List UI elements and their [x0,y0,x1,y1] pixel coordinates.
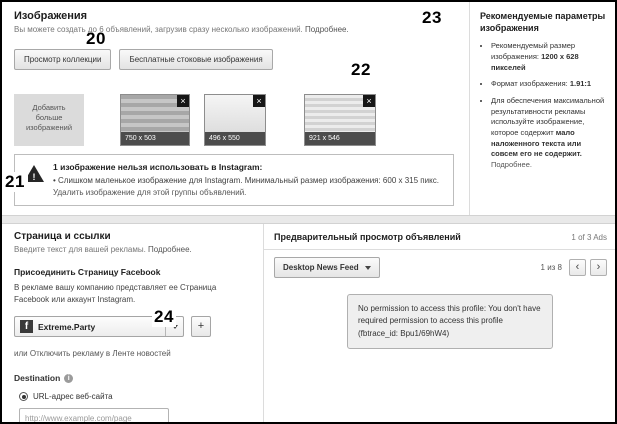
callout-23: 23 [422,8,442,27]
page-links-subtitle [14,245,251,254]
next-ad-button[interactable]: › [590,259,607,276]
remove-image-1-button[interactable]: × [177,95,189,107]
selected-page-name: Extreme.Party [38,321,96,332]
website-url-radio[interactable] [19,392,251,401]
ads-count-label: 1 of 3 Ads [571,232,607,242]
website-url-input[interactable] [19,408,169,424]
images-section [2,2,470,215]
warning-body [53,175,443,198]
spec-3-value: мало наложенного текста или совсем его не содержит. [491,127,582,159]
add-more-images-button[interactable]: Добавить больше изображений [14,94,84,146]
turn-off-news-feed-line [14,349,251,358]
warning-title: 1 изображение нельзя использовать в Instagram: [53,162,263,172]
callout-24: 24 [154,307,174,326]
recommended-spec-item [491,79,607,90]
callout-21: 21 [4,172,28,192]
preview-format-label: Desktop News Feed [283,263,359,272]
image-1-size-label: 750 x 503 [121,132,189,145]
image-thumbnail-1 [120,94,190,146]
warning-body-text: Слишком маленькое изображение для Instagram. Минимальный размер изображения: 600 x 315 пикс. [58,176,439,185]
destination-label-row [14,373,251,383]
page-and-links-section [2,224,264,424]
page-representation-description: В рекламе вашу компанию представляет ее Страница Facebook или аккаунт Instagram. [14,283,217,304]
ad-preview-title: Предварительный просмотр объявлений [274,232,461,242]
image-thumbnail-2 [204,94,266,146]
spec-2-value: 1.91:1 [569,79,592,89]
instagram-image-warning [14,154,454,206]
preview-format-select[interactable] [274,257,380,278]
preview-pager [541,259,607,276]
image-3-size-label: 921 x 546 [305,132,375,145]
remove-image-for-adset-link[interactable]: Удалить изображение для этой группы объявлений. [53,187,247,197]
images-section-title: Изображения [14,10,88,22]
recommended-image-specs-panel [470,2,617,215]
page-links-title: Страница и ссылки [14,231,111,242]
or-prefix: или [14,349,28,359]
recommended-specs-title: Рекомендуемые параметры изображения [480,11,606,33]
permission-error-message: No permission to access this profile: You don't have required permission to access this profile (fbtrace_id: Bpu1/69hW4) [347,294,553,349]
callout-22: 22 [351,60,371,79]
facebook-icon: f [20,320,33,333]
warning-exclamation: ! [32,172,36,182]
page-links-learn-more-link[interactable]: Подробнее. [148,245,192,254]
image-thumbnails-row [14,94,457,146]
callout-20: 20 [86,29,106,48]
remove-image-2-button[interactable]: × [253,95,265,107]
destination-label: Destination [14,373,61,384]
image-2-size-label: 496 x 550 [205,132,265,145]
page-links-subtitle-text: Введите текст для вашей рекламы. [14,245,146,254]
warning-text [53,162,443,198]
ad-preview-header [264,224,617,250]
website-url-radio-label: URL-адрес веб-сайта [33,392,113,402]
images-subtitle-text: Вы можете создать до 6 объявлений, загрузив сразу несколько изображений. [14,25,303,34]
remove-image-3-button[interactable]: × [363,95,375,107]
section-divider [2,215,615,224]
image-thumbnail-3 [304,94,376,146]
images-learn-more-link[interactable]: Подробнее. [305,25,349,34]
ad-preview-body [264,294,617,424]
spec-2-text: Формат изображения: [491,79,570,89]
ad-preview-section [264,224,617,424]
recommended-spec-item [491,41,607,73]
ad-preview-toolbar [264,250,617,284]
radio-button-selected [19,392,28,401]
connect-facebook-page-label: Присоединить Страницу Facebook [14,267,161,277]
spec-1-value: 1200 x 628 пикселей [491,52,579,72]
browse-library-button[interactable]: Просмотр коллекции [14,49,111,70]
image-source-buttons [14,49,457,70]
previous-ad-button[interactable]: ‹ [569,259,586,276]
info-icon[interactable]: i [64,374,73,383]
facebook-page-select-row [14,316,251,337]
turn-off-news-feed-link[interactable]: Отключить рекламу в Ленте новостей [29,349,171,359]
recommended-specs-list [480,41,607,170]
chevron-down-icon [365,266,371,270]
pager-position-label: 1 из 8 [540,263,562,272]
specs-learn-more-link[interactable]: Подробнее. [491,159,532,169]
spec-1-text: Рекомендуемый размер изображения: [491,41,576,62]
free-stock-images-button[interactable]: Бесплатные стоковые изображения [119,49,272,70]
images-section-subtitle [14,25,457,34]
add-page-button[interactable]: + [191,316,211,337]
recommended-spec-item [491,96,607,170]
spec-3-text: Для обеспечения максимальной результативности рекламы используйте изображение, которое содержит [491,95,605,137]
